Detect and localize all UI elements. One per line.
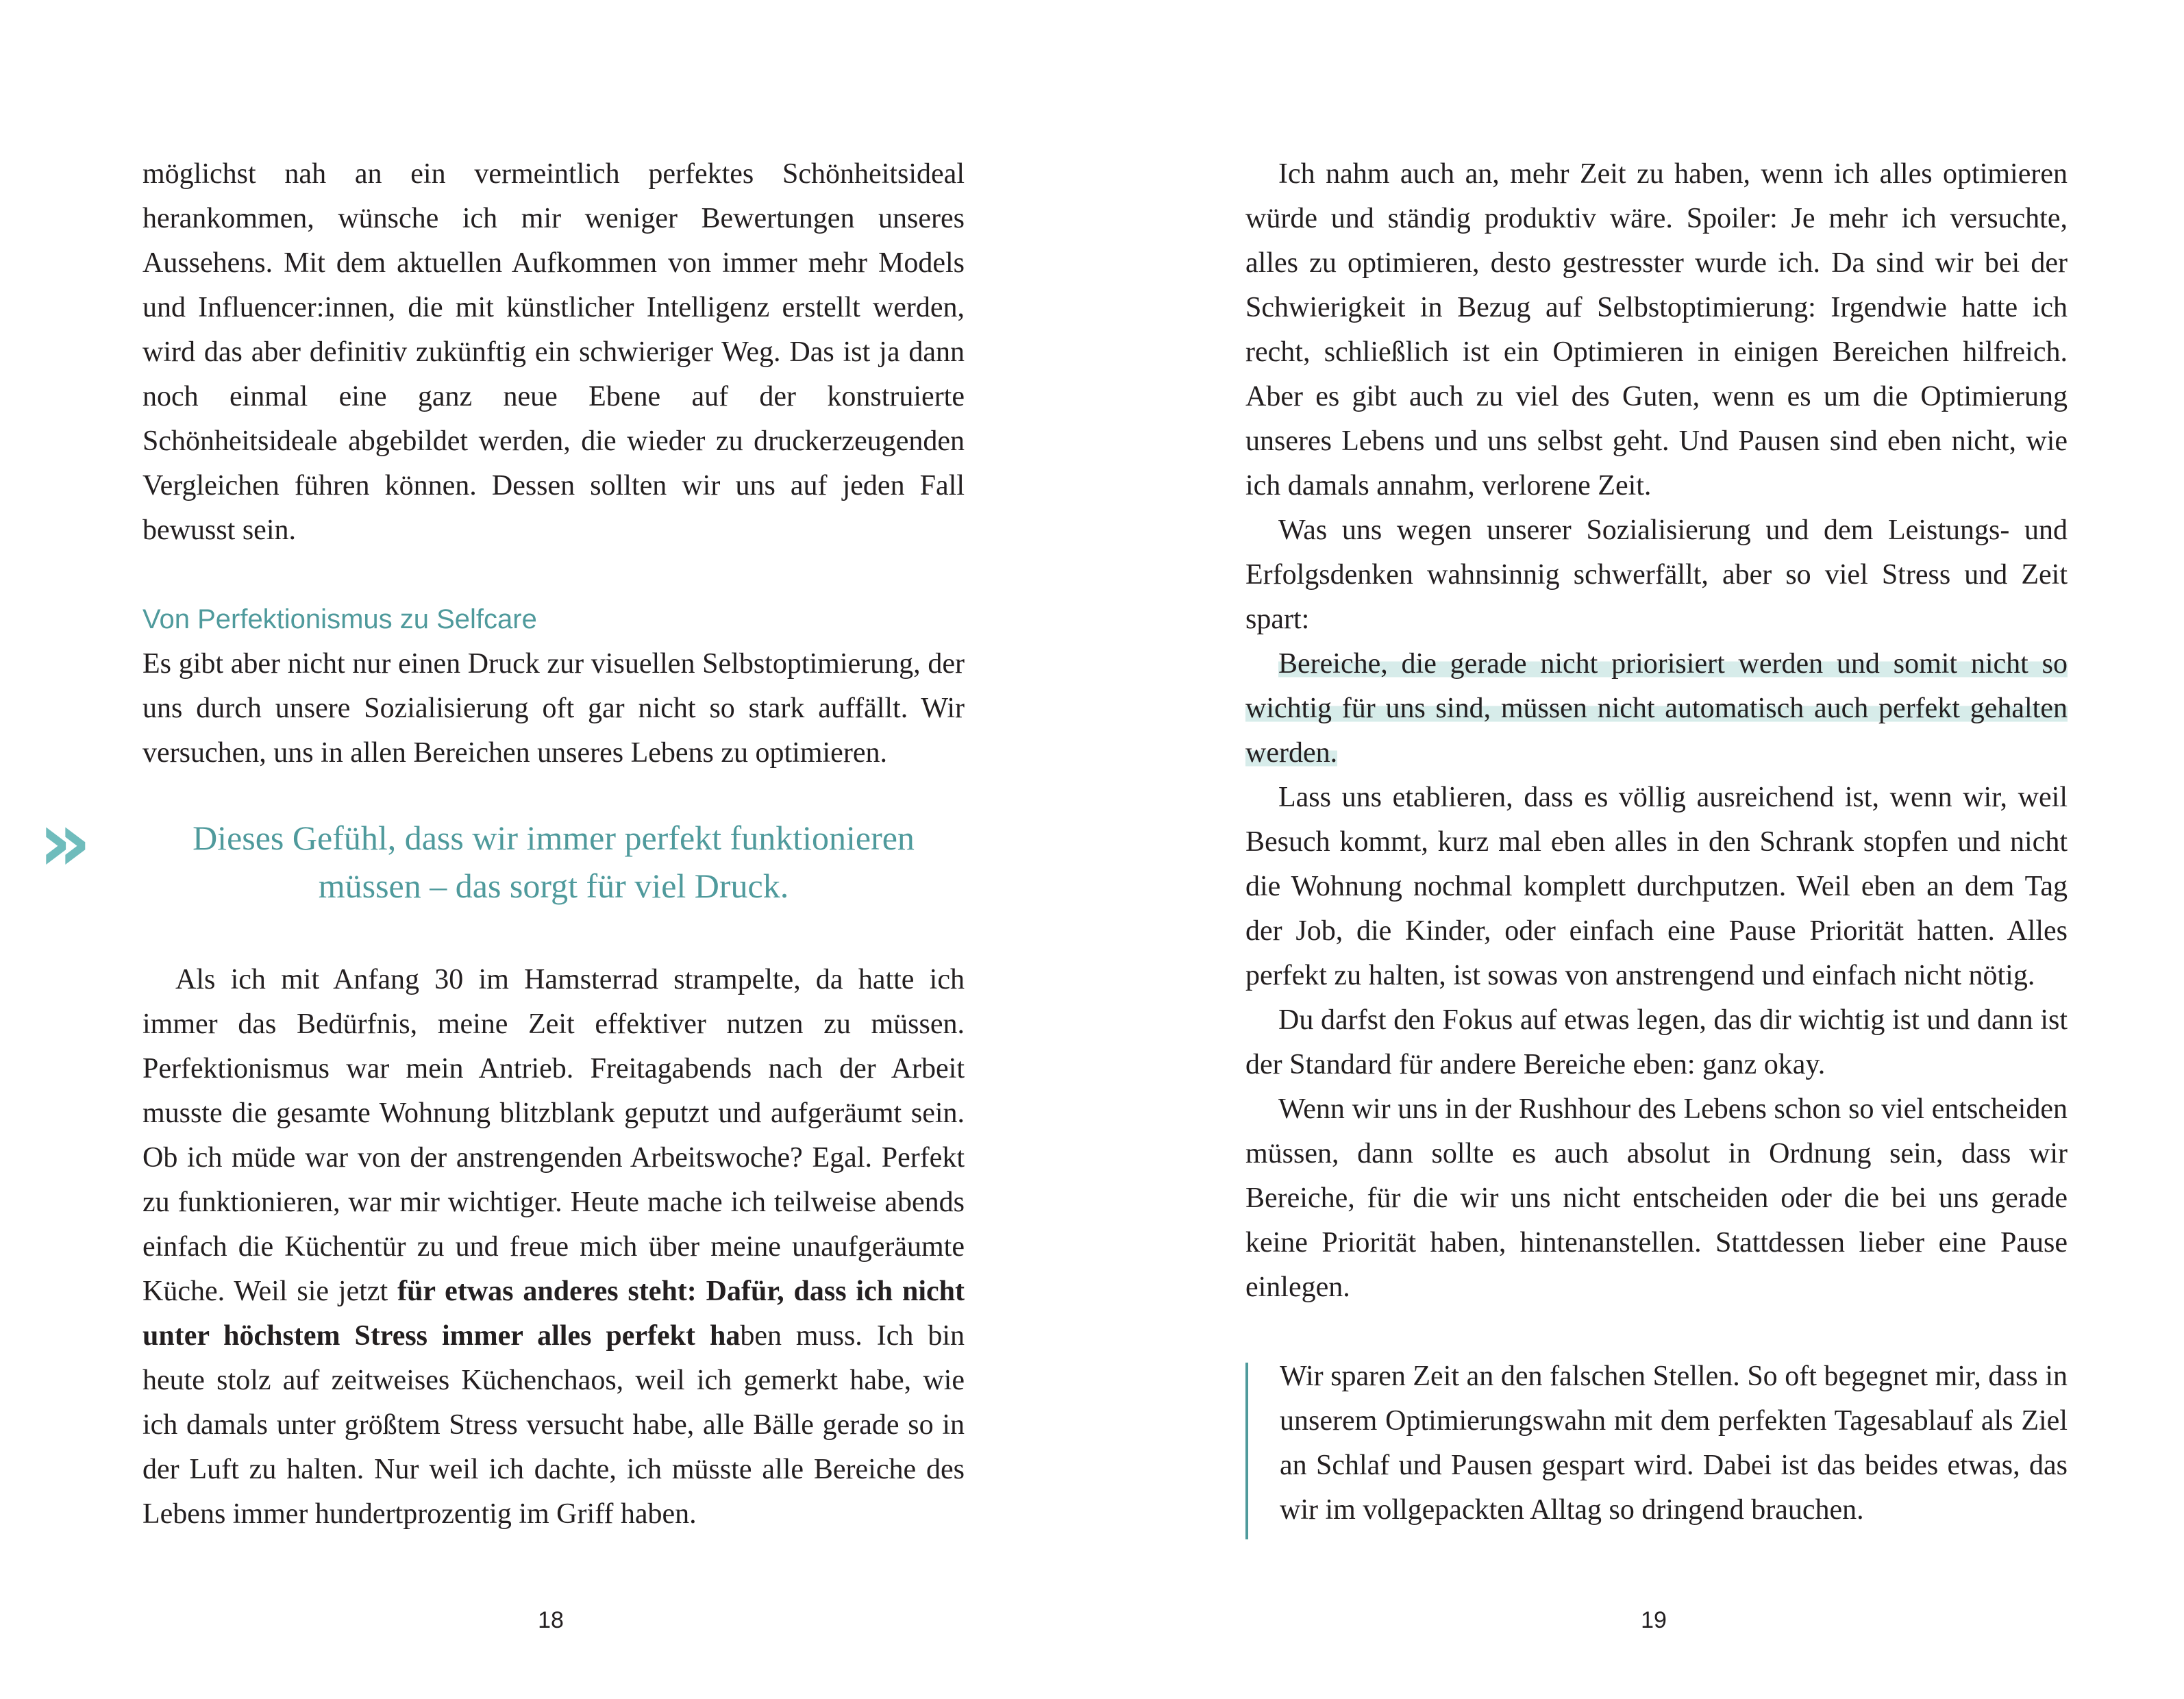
left-paragraph-3-end: ben muss. Ich bin heute stolz auf zeitweises Küchenchaos, weil ich gemerkt habe, wie ich damals unter größtem Stress versucht habe, alle Bälle gerade so in der Luft zu halten. Nur weil ich dachte, ich müsste alle Bereiche des Lebens immer hundertprozentig im Griff haben. [142,1320,965,1530]
right-paragraph-1: Ich nahm auch an, mehr Zeit zu haben, wenn ich alles optimieren würde und ständig produktiv wäre. Spoiler: Je mehr ich versuchte, alles zu optimieren, desto gestresster wurde ich. Da sind wir bei der Schwierigkeit in Bezug auf Selbstoptimierung: Irgendwie hatte ich recht, schließlich ist ein Optimieren in einigen Bereichen hilfreich. Aber es gibt auch zu viel des Guten, wenn es um die Optimierung unseres Lebens und uns selbst geht. Und Pausen sind eben nicht, wie ich damals annahm, verlorene Zeit. [1245,158,2068,501]
right-page [1092,0,2184,1699]
section-heading: Von Perfektionismus zu Selfcare [142,604,537,634]
right-paragraph-2: Was uns wegen unserer Sozialisierung und dem Leistungs- und Erfolgsdenken wahnsinnig schwerfällt, aber so viel Stress und Zeit spart: [1245,514,2068,635]
page-number-left: 18 [538,1607,564,1633]
pullquote-block [38,795,965,910]
left-text-column [38,152,965,1537]
left-paragraph-2: Es gibt aber nicht nur einen Druck zur visuellen Selbstoptimierung, der uns durch unsere Sozialisierung oft gar nicht so stark auffällt. Wir versuchen, uns in allen Bereichen unseres Lebens zu optimieren. [142,648,965,769]
quote-mark-icon: » [38,795,85,890]
right-paragraph-3: Lass uns etablieren, dass es völlig ausreichend ist, wenn wir, weil Besuch kommt, kurz mal eben alles in den Schrank stopfen und nicht die Wohnung nochmal komplett durchputzen. Weil eben an dem Tag der Job, die Kinder, oder einfach eine Pause Priorität hatten. Alles perfekt zu halten, ist sowas von anstrengend und einfach nicht nötig. [1245,782,2068,991]
left-paragraph-3-bold: für etwas anderes steht: Dafür, dass ich nicht unter höchstem Stress immer alles perfekt ha [142,1276,965,1352]
page-number-right: 19 [1641,1607,1667,1633]
note-rule [1245,1363,1248,1539]
highlighted-text: Bereiche, die gerade nicht priorisiert werden und somit nicht so wichtig für uns sind, müssen nicht automatisch auch perfekt gehalten werden. [1245,648,2068,769]
highlighted-paragraph [1245,642,2068,776]
note-box [1245,1354,2068,1533]
right-paragraph-5: Wenn wir uns in der Rushhour des Lebens schon so viel entscheiden müssen, dann sollte es auch absolut in Ordnung sein, dass wir Bereiche, für die wir uns nicht entscheiden oder die bei uns gerade keine Priorität haben, hintenanstellen. Stattdessen lieber eine Pause einlegen. [1245,1093,2068,1303]
left-paragraph-3 [142,958,965,1537]
right-paragraph-4: Du darfst den Fokus auf etwas legen, das dir wichtig ist und dann ist der Standard für andere Bereiche eben: ganz okay. [1245,1004,2068,1080]
note-text: Wir sparen Zeit an den falschen Stellen. So oft begegnet mir, dass in unserem Optimierungswahn mit dem perfekten Tagesablauf als Ziel an Schlaf und Pausen gespart wird. Dabei ist das beides etwas, das wir im vollgepackten Alltag so dringend brauchen. [1280,1361,2068,1526]
left-paragraph-1: möglichst nah an ein vermeintlich perfektes Schönheitsideal herankommen, wünsche ich mir weniger Bewertungen unseres Aussehens. Mit dem aktuellen Aufkommen von immer mehr Models und Influencer:innen, die mit künstlicher Intelligenz erstellt werden, wird das aber definitiv zukünftig ein schwieriger Weg. Das ist ja dann noch einmal eine ganz neue Ebene auf der konstruierte Schönheitsideale abgebildet werden, die wieder zu druckerzeugenden Vergleichen führen können. Dessen sollten wir uns auf jeden Fall bewusst sein. [142,158,965,546]
pullquote: Dieses Gefühl, dass wir immer perfekt funktionieren müssen – das sorgt für viel Druck. [193,819,915,905]
right-text-column [1245,152,2068,1533]
left-paragraph-3-start: Als ich mit Anfang 30 im Hamsterrad strampelte, da hatte ich immer das Bedürfnis, meine Zeit effektiver nutzen zu müssen. Perfektionismus war mein Antrieb. Freitagabends nach der Arbeit musste die gesamte Wohnung blitzblank geputzt und aufgeräumt sein. Ob ich müde war von der anstrengenden Arbeitswoche? Egal. Perfekt zu funktionieren, war mir wichtiger. Heute mache ich teilweise abends einfach die Küchentür zu und freue mich über meine unaufgeräumte Küche. Weil sie jetzt [142,964,965,1307]
